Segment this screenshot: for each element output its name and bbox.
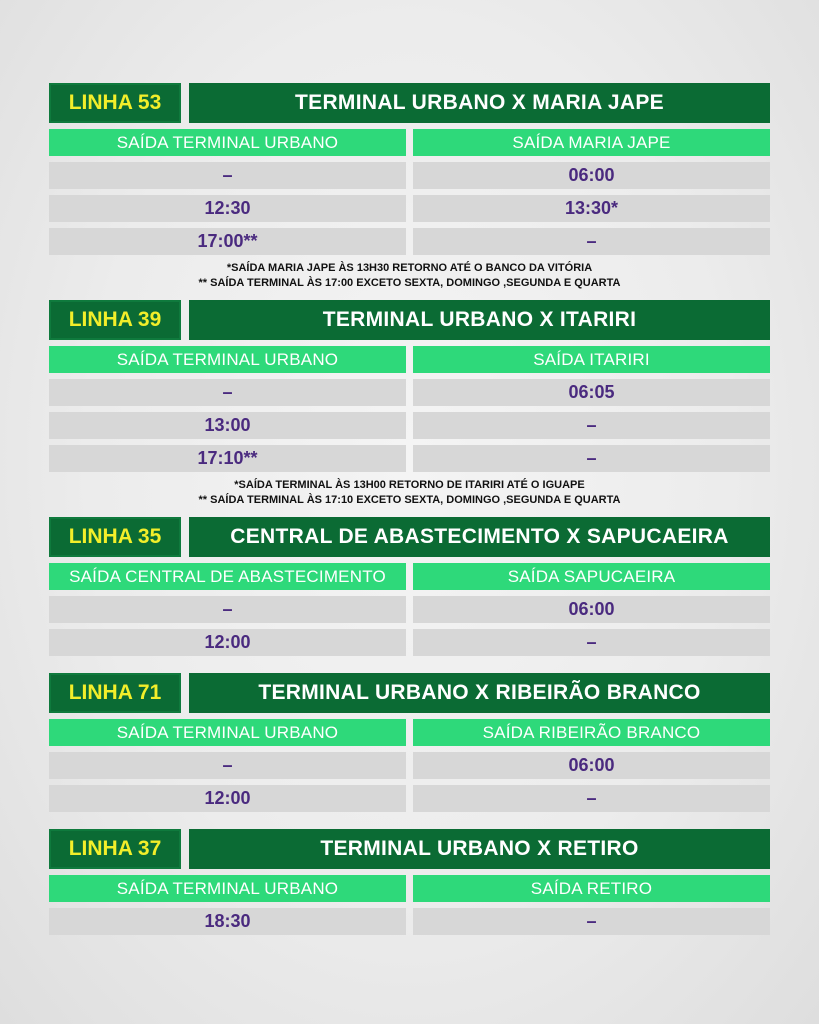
line-header xyxy=(49,829,770,869)
time-cell: 06:05 xyxy=(413,379,770,406)
column-header-departure-a: SAÍDA TERMINAL URBANO xyxy=(49,719,406,746)
table-row xyxy=(49,785,770,812)
time-cell: – xyxy=(413,228,770,255)
time-cell: 12:30 xyxy=(49,195,406,222)
column-headers xyxy=(49,346,770,373)
line-section-37 xyxy=(49,829,770,935)
time-cell: – xyxy=(413,908,770,935)
table-row xyxy=(49,379,770,406)
line-route-title: TERMINAL URBANO X RETIRO xyxy=(189,829,770,869)
column-headers xyxy=(49,563,770,590)
time-cell: – xyxy=(49,752,406,779)
footnote: *SAÍDA MARIA JAPE ÀS 13H30 RETORNO ATÉ O BANCO DA VITÓRIA xyxy=(226,262,593,274)
time-cell: 06:00 xyxy=(413,162,770,189)
column-headers xyxy=(49,875,770,902)
table-row xyxy=(49,752,770,779)
time-cell: 13:30* xyxy=(413,195,770,222)
line-route-title: TERMINAL URBANO X RIBEIRÃO BRANCO xyxy=(189,673,770,713)
time-cell: – xyxy=(49,379,406,406)
time-cell: – xyxy=(413,629,770,656)
column-headers xyxy=(49,719,770,746)
line-section-53 xyxy=(49,83,770,291)
line-number: LINHA 71 xyxy=(49,673,181,713)
table-row xyxy=(49,228,770,255)
column-header-departure-b: SAÍDA ITARIRI xyxy=(413,346,770,373)
line-route-title: TERMINAL URBANO X ITARIRI xyxy=(189,300,770,340)
table-row xyxy=(49,195,770,222)
line-header xyxy=(49,83,770,123)
footnotes xyxy=(49,478,770,508)
section-spacer xyxy=(49,662,770,673)
time-cell: – xyxy=(413,412,770,439)
column-header-departure-b: SAÍDA RETIRO xyxy=(413,875,770,902)
line-number: LINHA 37 xyxy=(49,829,181,869)
time-cell: – xyxy=(49,596,406,623)
section-spacer xyxy=(49,818,770,829)
line-section-39 xyxy=(49,300,770,508)
column-header-departure-a: SAÍDA CENTRAL DE ABASTECIMENTO xyxy=(49,563,406,590)
column-header-departure-a: SAÍDA TERMINAL URBANO xyxy=(49,129,406,156)
column-header-departure-b: SAÍDA MARIA JAPE xyxy=(413,129,770,156)
time-cell: 18:30 xyxy=(49,908,406,935)
line-number: LINHA 53 xyxy=(49,83,181,123)
line-header xyxy=(49,517,770,557)
table-row xyxy=(49,412,770,439)
footnote: ** SAÍDA TERMINAL ÀS 17:00 EXCETO SEXTA, DOMINGO ,SEGUNDA E QUARTA xyxy=(198,277,621,289)
footnote: ** SAÍDA TERMINAL ÀS 17:10 EXCETO SEXTA, DOMINGO ,SEGUNDA E QUARTA xyxy=(198,494,621,506)
table-row xyxy=(49,629,770,656)
column-header-departure-a: SAÍDA TERMINAL URBANO xyxy=(49,875,406,902)
footnotes xyxy=(49,261,770,291)
table-row xyxy=(49,596,770,623)
line-section-71 xyxy=(49,673,770,829)
column-header-departure-b: SAÍDA RIBEIRÃO BRANCO xyxy=(413,719,770,746)
table-row xyxy=(49,445,770,472)
schedule-container xyxy=(49,83,770,941)
line-route-title: CENTRAL DE ABASTECIMENTO X SAPUCAEIRA xyxy=(189,517,770,557)
time-cell: 13:00 xyxy=(49,412,406,439)
time-cell: – xyxy=(413,785,770,812)
time-cell: 12:00 xyxy=(49,629,406,656)
time-cell: – xyxy=(413,445,770,472)
time-cell: 12:00 xyxy=(49,785,406,812)
line-header xyxy=(49,300,770,340)
column-header-departure-a: SAÍDA TERMINAL URBANO xyxy=(49,346,406,373)
line-section-35 xyxy=(49,517,770,673)
line-header xyxy=(49,673,770,713)
column-headers xyxy=(49,129,770,156)
table-row xyxy=(49,908,770,935)
line-route-title: TERMINAL URBANO X MARIA JAPE xyxy=(189,83,770,123)
column-header-departure-b: SAÍDA SAPUCAEIRA xyxy=(413,563,770,590)
time-cell: 17:10** xyxy=(49,445,406,472)
line-number: LINHA 35 xyxy=(49,517,181,557)
table-row xyxy=(49,162,770,189)
time-cell: 06:00 xyxy=(413,596,770,623)
time-cell: 06:00 xyxy=(413,752,770,779)
footnote: *SAÍDA TERMINAL ÀS 13H00 RETORNO DE ITARIRI ATÉ O IGUAPE xyxy=(234,479,585,491)
time-cell: – xyxy=(49,162,406,189)
time-cell: 17:00** xyxy=(49,228,406,255)
line-number: LINHA 39 xyxy=(49,300,181,340)
